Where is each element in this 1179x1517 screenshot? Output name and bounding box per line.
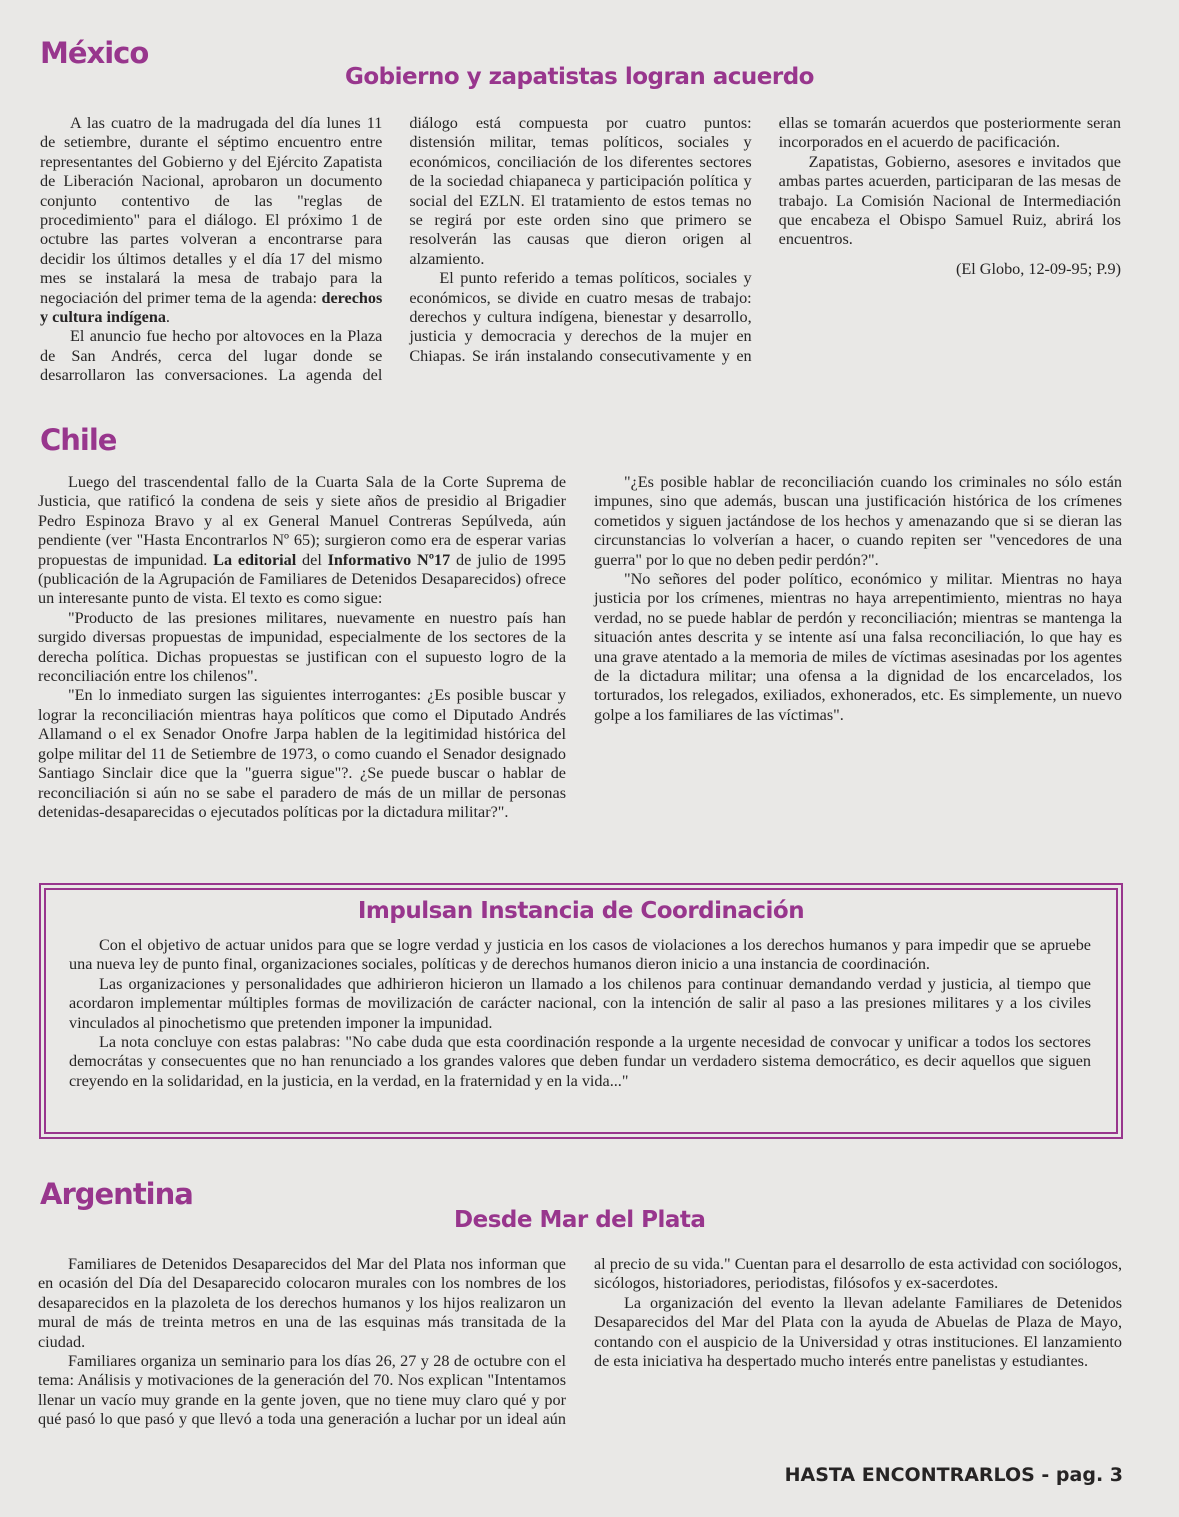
section-title-argentina: Argentina [40,1177,193,1211]
coordination-body [69,936,1091,1091]
paragraph: Con el objetivo de actuar unidos para que se logre verdad y justicia en los casos de violaciones a los derechos humanos y para impedir que se apruebe una nueva ley de punto final, organizaciones sociales, políticas y de derechos humanos dieron inicio a una instancia de coordinación. [69,936,1091,974]
paragraph: Familiares organiza un seminario para los días 26, 27 y 28 de octubre con el tema: Análisis y motivaciones de la generación del 70. Nos explican "Intentamos llenar un vacío muy grande en la gente joven, que no tiene muy claro qué y por qué pasó lo que pasó y que llevó a toda una generación a luchar por un ideal aún al precio de su vida." Cuentan para el desarrollo de esta actividad con sociólogos, sicólogos, historiadores, periodistas, filósofos y ex-sacerdotes. [38,1255,1122,1429]
headline-coordination: Impulsan Instancia de Coordinación [357,898,805,924]
paragraph: A las cuatro de la madrugada del día lunes 11 de setiembre, durante el séptimo encuentro entre representantes del Gobierno y del Ejército Zapatista de Liberación Nacional, aprobaron un documento conjunto contentivo de las "reglas de procedimiento" para el diálogo. El próximo 1 de octubre las partes volveran a encontrarse para decidir los últimos detalles y el día 17 del mismo mes se instalará la mesa de trabajo para la negociación del primer tema de la agenda: derechos y cultura indígena. [40,114,383,327]
paragraph: El anuncio fue hecho por altovoces en la Plaza de San Andrés, cerca del lugar donde se desarrollaron las conversaciones. La agenda del diálogo está compuesta por cuatro puntos: distensión militar, temas políticos, sociales y económicos, conciliación de los diferentes sectores de la sociedad chiapaneca y participación política y social del EZLN. El tratamiento de estos temas no se regirá por este orden sino que primero se resolverán las causas que dieron origen al alzamiento. [40,114,752,385]
source-citation: (El Globo, 12-09-95; P.9) [955,259,1121,278]
paragraph: La organización del evento la llevan adelante Familiares de Detenidos Desaparecidos del Mar del Plata con la ayuda de Abuelas de Plaza de Mayo, contando con el auspicio de la Universidad y otras instituciones. El lanzamiento de esta iniciativa ha despertado mucho interés entre panelistas y estudiantes. [594,1293,1122,1371]
section-title-mexico: México [40,36,149,70]
paragraph: "¿Es posible hablar de reconciliación cuando los criminales no sólo están impunes, sino que además, buscan una justificación histórica de los crímenes cometidos y siguen jactándose de los hechos y amenazando que si se dieran las circunstancias lo volverían a hacer, o cuando repiten ser "vencedores de una guerra" por lo que no deben pedir perdón?". [594,473,1122,569]
paragraph: El punto referido a temas políticos, sociales y económicos, se divide en cuatro mesas de trabajo: derechos y cultura indígena, bienestar y desarrollo, justicia y democracia y derechos de la mujer en Chiapas. Se irán instalando consecutivamente y en ellas se tomarán acuerdos que posteriormente seran incorporados en el acuerdo de pacificación. [409,114,1121,365]
bold-phrase: derechos y cultura indígena [40,288,383,327]
article-argentina [38,1255,1122,1447]
paragraph: Las organizaciones y personalidades que adhirieron hicieron un llamado a los chilenos para continuar demandando verdad y justicia, al tiempo que acordaron implementar múltiples formas de movilización de carácter nacional, con la intención de salir al paso a las presiones militares y a los civiles vinculados al pinochetismo que pretenden imponer la impunidad. [69,974,1091,1032]
paragraph: "En lo inmediato surgen las siguientes interrogantes: ¿Es posible buscar y lograr la reconciliación mientras haya políticos que como el Diputado Andrés Allamand o el ex Senador Onofre Jarpa hablen de la legitimidad histórica del golpe militar del 11 de Setiembre de 1973, o como cuando el Senador designado Santiago Sinclair dice que la "guerra sigue"?. ¿Se puede buscar o hablar de reconciliación si aún no se sabe el paradero de más de un millar de personas detenidas-desaparecidas o ejecutados políticas por la dictadura militar?". [38,686,566,821]
headline-argentina: Desde Mar del Plata [454,1207,706,1233]
paragraph: La nota concluye con estas palabras: "No cabe duda que esta coordinación responde a la urgente necesidad de convocar y unificar a todos los sectores democrátas y consecuentes que no han renunciado a los grandes valores que deben fundar un verdadero sistema democrático, es decir aquellos que siguen creyendo en la solidaridad, en la justicia, en la verdad, en la fraternidad y en la vida..." [69,1033,1091,1090]
coordination-box [39,883,1123,1139]
headline-mexico: Gobierno y zapatistas logran acuerdo [345,64,814,90]
page-footer: HASTA ENCONTRARLOS - pag. 3 [784,1464,1123,1486]
paragraph: "Producto de las presiones militares, nuevamente en nuestro país han surgido diversas propuestas de impunidad, especialmente de los sectores de la derecha política. Dichas propuestas se justifican con el supuesto logro de la reconciliación entre los chilenos". [38,608,566,686]
paragraph: "No señores del poder político, económico y militar. Mientras no haya justicia por los crímenes, mientras no haya arrepentimiento, mientras no haya verdad, no se puede hablar de perdón y reconciliación; mientras se mantenga la situación antes descrita y se intente así una falsa reconciliación, lo que hay es una grave atentado a la memoria de miles de víctimas asesinadas por los agentes de la dictadura militar; una ofensa a la dignidad de los encarcelados, los torturados, los relegados, exiliados, exhonerados, etc. Es simplemente, un nuevo golpe a los familiares de las víctimas". [594,570,1122,724]
article-chile [38,473,1122,873]
section-title-chile: Chile [40,423,117,457]
article-mexico [40,114,1121,390]
paragraph: Familiares de Detenidos Desaparecidos del Mar del Plata nos informan que en ocasión del Día del Desaparecido colocaron murales con los nombres de los desaparecidos en la plazoleta de los derechos humanos y los hijos realizaron un mural de más de treinta metros en una de las esquinas más transitada de la ciudad. [38,1255,566,1351]
paragraph: Zapatistas, Gobierno, asesores e invitados que ambas partes acuerden, participaran de las mesas de trabajo. La Comisión Nacional de Intermediación que encabeza el Obispo Samuel Ruiz, abrirá los encuentros. [778,152,1121,249]
paragraph: Luego del trascendental fallo de la Cuarta Sala de la Corte Suprema de Justicia, que ratificó la condena de seis y siete años de presidio al Brigadier Pedro Espinoza Bravo y al ex General Manuel Contreras Sepúlveda, aún pendiente (ver "Hasta Encontrarlos Nº 65); surgieron como era de esperar varias propuestas de impunidad. La editorial del Informativo Nº17 de julio de 1995 (publicación de la Agrupación de Familiares de Detenidos Desaparecidos) ofrece un interesante punto de vista. El texto es como sigue: [38,473,566,608]
